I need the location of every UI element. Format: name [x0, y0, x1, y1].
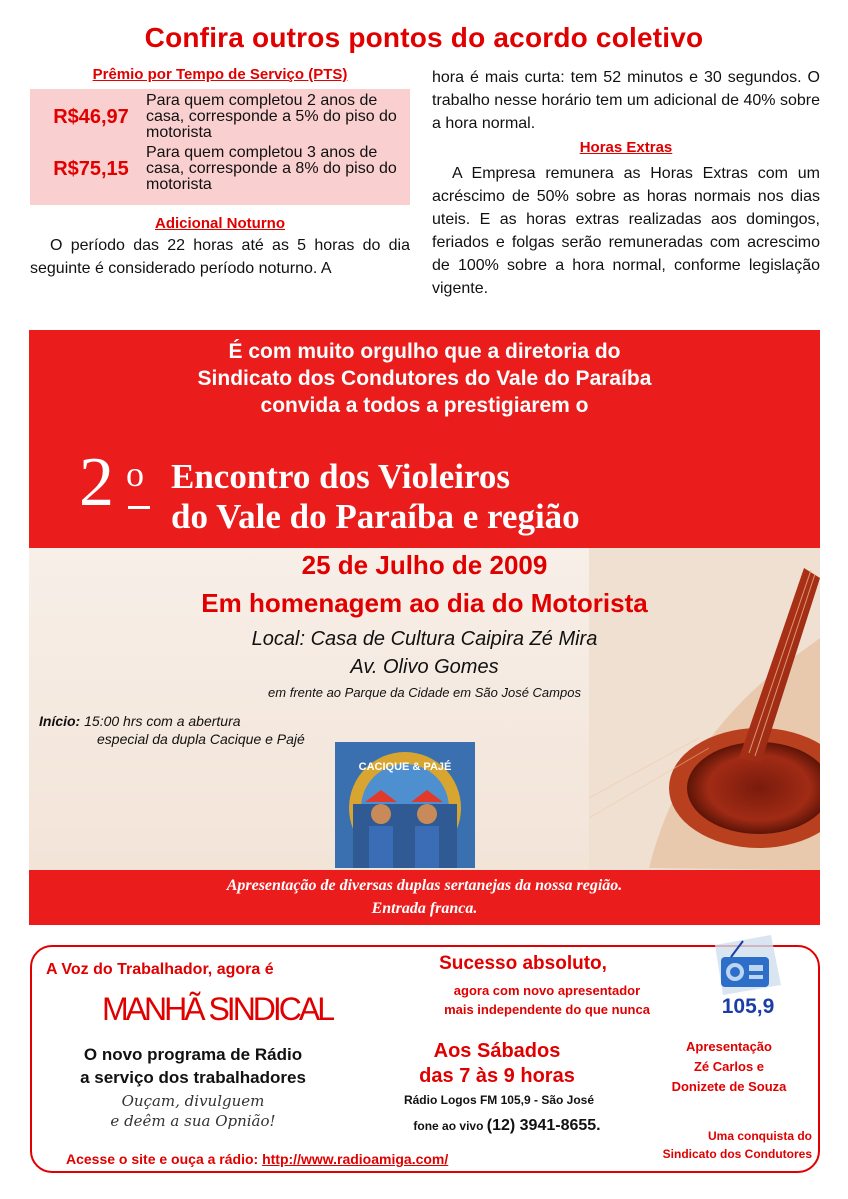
radio-conquest-line: Uma conquista do — [707, 1129, 812, 1143]
horas-extras-text: A Empresa remunera as Horas Extras com um acréscimo de 50% sobre as horas normais nos dias uteis. E as horas extras realizadas aos domingos, feriados e folgas serão remuneradas com acrescimo de 100% sobre a hora normal, conforme legislação vigente. — [432, 165, 820, 297]
pts-description: Para quem completou 3 anos de casa, corresponde a 8% do piso do motorista — [146, 144, 397, 193]
radio-site-link[interactable]: http://www.radioamiga.com/ — [262, 1151, 449, 1167]
pts-box — [30, 89, 410, 205]
adicional-text-right: hora é mais curta: tem 52 minutos e 30 segundos. O trabalho nesse horário tem um adicional de 40% sobre a hora normal. — [432, 69, 820, 132]
radio-phone — [382, 1117, 632, 1135]
invite-line: Sindicato dos Condutores do Vale do Paraíba — [197, 367, 652, 390]
event-title-line: do Vale do Paraíba e região — [171, 497, 580, 536]
radio-description-line: O novo programa de Rádio — [83, 1045, 303, 1064]
radio-conquest — [612, 1127, 812, 1163]
event-start — [39, 712, 305, 748]
pts-heading: Prêmio por Tempo de Serviço (PTS) — [92, 66, 348, 83]
page-title: Confira outros pontos do acordo coletivo — [144, 22, 704, 53]
radio-schedule-line: Aos Sábados — [433, 1040, 561, 1062]
radio-success-line: agora com novo apresentador — [453, 983, 641, 998]
radio-schedule-line: das 7 às 9 horas — [419, 1065, 575, 1087]
radio-success-sub — [402, 981, 692, 1019]
start-line: especial da dupla Cacique e Pajé — [97, 731, 305, 747]
radio-phone-label: fone ao vivo — [413, 1119, 484, 1133]
edition-number: 2 — [79, 444, 114, 521]
start-line: 15:00 hrs com a abertura — [84, 713, 241, 729]
start-label: Início: — [39, 713, 81, 729]
pts-description: Para quem completou 2 anos de casa, corresponde a 5% do piso do motorista — [146, 92, 397, 141]
pts-amount: R$46,97 — [53, 105, 129, 128]
footer-line: Entrada franca. — [371, 900, 478, 917]
radio-hosts-line: Zé Carlos e — [693, 1059, 765, 1074]
radio-program-box — [30, 945, 820, 1173]
radio-program-name: MANHÃ SINDICAL — [102, 991, 333, 1027]
radio-success-line: mais independente do que nunca — [444, 1002, 650, 1017]
radio-intro: A Voz do Trabalhador, agora é — [46, 961, 274, 978]
album-title: CACIQUE & PAJÉ — [358, 761, 452, 773]
event-title-line: Encontro dos Violeiros — [171, 457, 511, 496]
pts-row — [36, 145, 404, 193]
radio-success: Sucesso absoluto, — [439, 953, 607, 974]
event-banner — [29, 330, 820, 925]
radio-appeal-line: e deêm a sua Opnião! — [110, 1112, 276, 1130]
ordinal-underline — [128, 506, 150, 509]
banner-footer — [29, 874, 820, 920]
radio-description-line: a serviço dos trabalhadores — [80, 1068, 306, 1087]
radio-site — [66, 1151, 448, 1167]
invite-line: convida a todos a prestigiarem o — [260, 394, 589, 417]
pts-row — [36, 93, 404, 141]
edition-ordinal: o — [126, 454, 144, 494]
radio-description — [38, 1043, 348, 1089]
event-location: Local: Casa de Cultura Caipira Zé Mira — [251, 628, 598, 650]
event-date: 25 de Julho de 2009 — [301, 550, 548, 580]
radio-conquest-line: Sindicato dos Condutores — [662, 1147, 812, 1161]
radio-site-label: Acesse o site e ouça a rádio: — [66, 1151, 259, 1167]
footer-line: Apresentação de diversas duplas sertanejas da nossa região. — [226, 877, 623, 894]
radio-hosts — [642, 1037, 816, 1097]
event-park-note: em frente ao Parque da Cidade em São José Campos — [268, 685, 581, 700]
radio-appeal-line: Ouçam, divulguem — [121, 1092, 265, 1110]
album-cover-image — [335, 742, 475, 868]
banner-invite — [29, 338, 820, 419]
pts-amount: R$75,15 — [53, 157, 129, 180]
radio-appeal — [38, 1091, 348, 1131]
radio-hosts-line: Donizete de Souza — [671, 1079, 787, 1094]
radio-station: Rádio Logos FM 105,9 - São José — [403, 1093, 595, 1107]
adicional-text-left: O período das 22 horas até as 5 horas do dia seguinte é considerado período noturno. A — [30, 237, 410, 277]
right-column — [432, 66, 820, 300]
invite-line: É com muito orgulho que a diretoria do — [228, 340, 621, 363]
radio-frequency: 105,9 — [721, 995, 775, 1018]
event-homage: Em homenagem ao dia do Motorista — [201, 588, 648, 618]
radio-phone-number: (12) 3941-8655. — [486, 1117, 601, 1134]
radio-hosts-line: Apresentação — [686, 1039, 772, 1054]
event-title — [171, 457, 580, 537]
horas-extras-heading: Horas Extras — [579, 139, 673, 156]
radio-icon — [709, 935, 781, 995]
event-panel — [29, 548, 820, 870]
adicional-heading: Adicional Noturno — [155, 215, 285, 232]
left-column — [30, 66, 410, 280]
event-avenue: Av. Olivo Gomes — [350, 656, 499, 678]
radio-schedule — [382, 1039, 612, 1089]
